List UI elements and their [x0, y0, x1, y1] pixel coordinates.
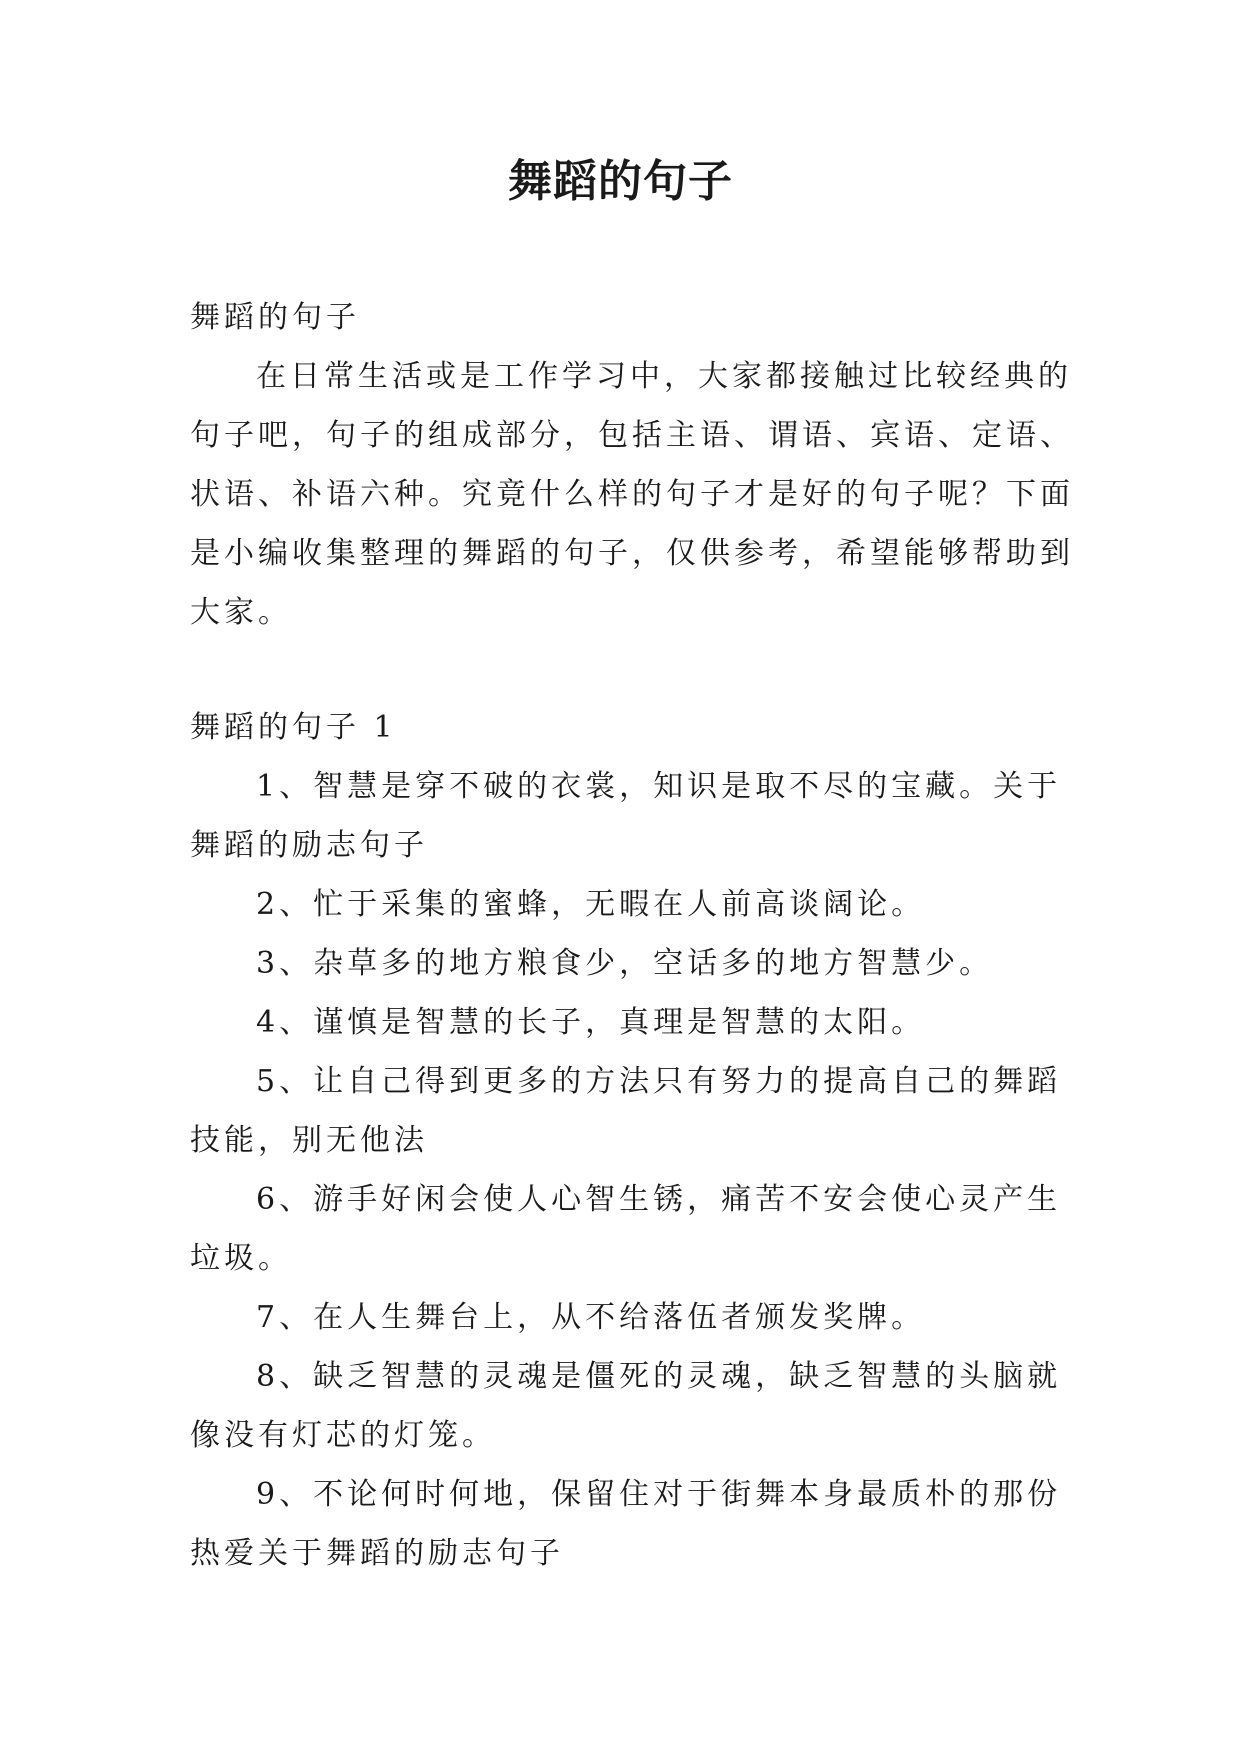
list-item-continuation: 舞蹈的励志句子: [190, 828, 428, 863]
intro-line: 是小编收集整理的舞蹈的句子，仅供参考，希望能够帮助到: [190, 536, 1074, 571]
list-item-continuation: 像没有灯芯的灯笼。: [190, 1418, 496, 1453]
list-item-continuation: 垃圾。: [190, 1241, 292, 1276]
list-item-continuation: 技能，别无他法: [190, 1123, 428, 1158]
paragraph-spacer: [190, 642, 1070, 698]
list-item: 9、不论何时何地，保留住对于街舞本身最质朴的那份: [256, 1477, 1062, 1512]
document-title: 舞蹈的句子: [508, 156, 733, 207]
list-item: 1、智慧是穿不破的衣裳，知识是取不尽的宝藏。关于: [256, 769, 1062, 804]
list-item: 5、让自己得到更多的方法只有努力的提高自己的舞蹈: [256, 1064, 1062, 1099]
intro-line: 状语、补语六种。究竟什么样的句子才是好的句子呢？下面: [190, 477, 1074, 512]
list-item-continuation: 热爱关于舞蹈的励志句子: [190, 1536, 564, 1571]
list-item: 4、谨慎是智慧的长子，真理是智慧的太阳。: [256, 1005, 926, 1040]
intro-line: 在日常生活或是工作学习中，大家都接触过比较经典的: [256, 359, 1072, 394]
list-item: 8、缺乏智慧的灵魂是僵死的灵魂，缺乏智慧的头脑就: [256, 1359, 1062, 1394]
intro-heading: 舞蹈的句子: [190, 300, 360, 335]
section-heading: 舞蹈的句子 1: [190, 710, 397, 745]
intro-line: 句子吧，句子的组成部分，包括主语、谓语、宾语、定语、: [190, 418, 1074, 453]
list-item: 6、游手好闲会使人心智生锈，痛苦不安会使心灵产生: [256, 1182, 1062, 1217]
list-item: 3、杂草多的地方粮食少，空话多的地方智慧少。: [256, 946, 994, 981]
list-item: 2、忙于采集的蜜蜂，无暇在人前高谈阔论。: [256, 887, 926, 922]
list-item: 7、在人生舞台上，从不给落伍者颁发奖牌。: [256, 1300, 926, 1335]
intro-line: 大家。: [190, 595, 292, 630]
document-body: [190, 288, 1074, 1583]
